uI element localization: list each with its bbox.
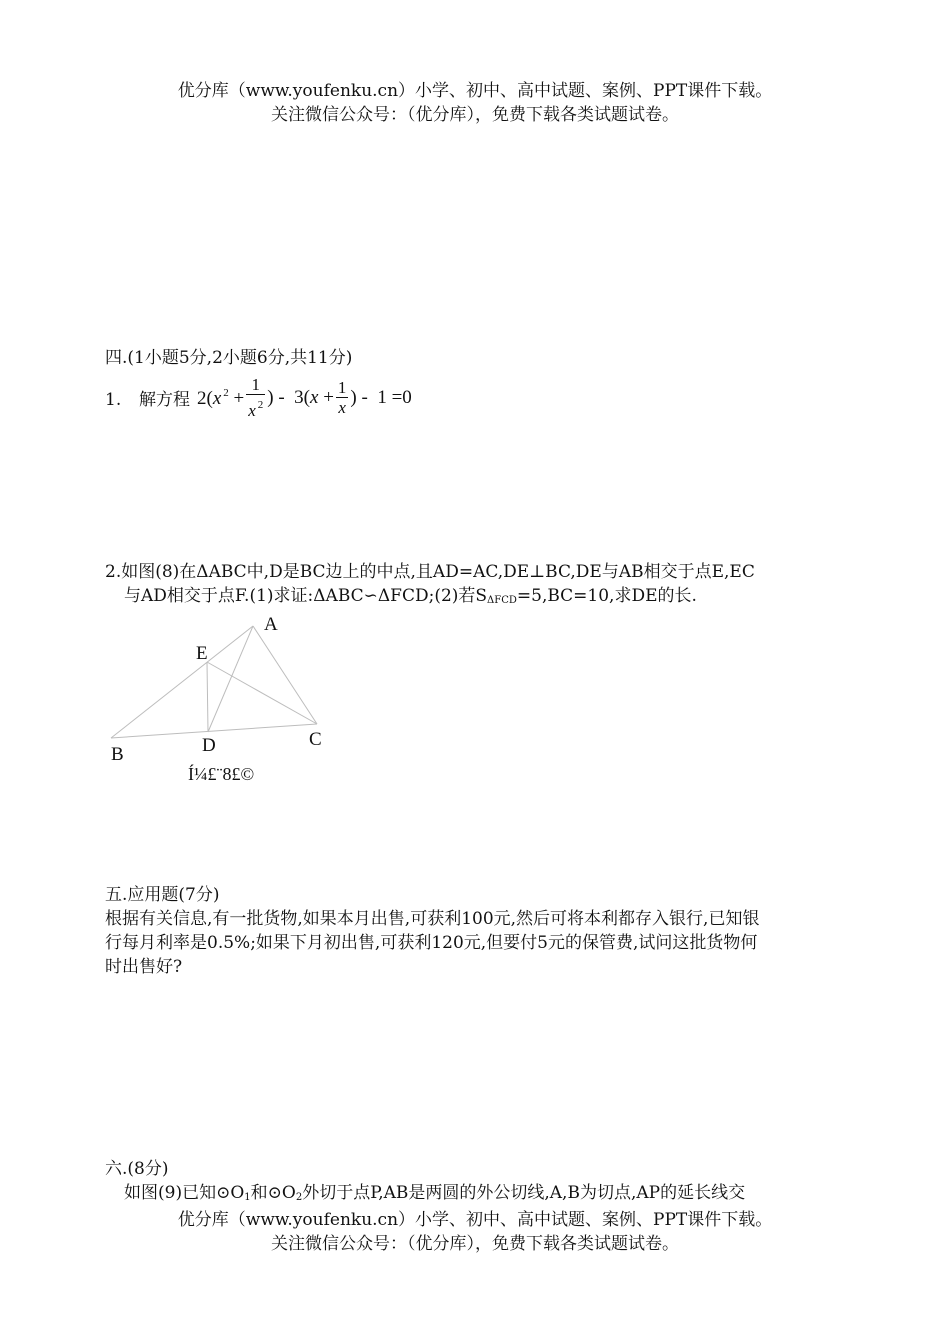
equation: 2(x $^2$ + $\frac{1}{x ^2}$ ) - 3(x + $\frac{1}{x}$ ) - 1 =0: [197, 374, 412, 420]
label-b: B: [111, 744, 124, 765]
circle-2-subscript: 2: [295, 1192, 303, 1203]
question-2-line-2: [124, 584, 697, 613]
footer-line-1: 优分库（www.youfenku.cn）小学、初中、高中试题、案例、PPT课件下载。: [177, 1210, 773, 1230]
segment-ac: [253, 626, 317, 724]
section-6-title: 六.(8分): [105, 1159, 169, 1179]
question-1-number: 1.: [105, 390, 122, 410]
section-6-line-1-b: 和⊙O: [250, 1183, 296, 1203]
section-5-line-2: 行每月利率是0.5%;如果下月初出售,可获利120元,但要付5元的保管费,试问这批货物何: [105, 933, 758, 953]
label-a: A: [264, 614, 278, 635]
section-6-line-1-a: 如图(9)已知⊙O: [124, 1183, 245, 1203]
footer-line-2: 关注微信公众号：（优分库），免费下载各类试题试卷。: [271, 1234, 679, 1254]
section-5-line-3: 时出售好?: [105, 957, 183, 977]
circle-1-subscript: 1: [244, 1192, 251, 1203]
header-line-1: 优分库（www.youfenku.cn）小学、初中、高中试题、案例、PPT课件下载。: [177, 81, 773, 101]
label-d: D: [202, 735, 216, 756]
question-2-line-1: 2.如图(8)在ΔABC中,D是BC边上的中点,且AD=AC,DE⊥BC,DE与AB相交于点E,EC: [105, 562, 755, 582]
section-5-title: 五.应用题(7分): [105, 885, 220, 905]
section-6-line-1: [124, 1181, 745, 1210]
figure-caption: Í¼£¨8£©: [188, 764, 255, 784]
question-2-line-2-b: =5,BC=10,求DE的长.: [516, 586, 697, 606]
area-subscript: ΔFCD: [487, 595, 517, 606]
segment-de: [207, 662, 208, 732]
segment-ba: [111, 626, 253, 738]
segment-ec: [207, 662, 317, 724]
segment-ad: [208, 626, 253, 732]
triangle-figure: [100, 610, 340, 760]
section-5-line-1: 根据有关信息,有一批货物,如果本月出售,可获利100元,然后可将本利都存入银行,已知银: [105, 909, 760, 929]
question-1-text: 解方程: [139, 390, 190, 410]
label-c: C: [309, 729, 322, 750]
header-line-2: 关注微信公众号：（优分库），免费下载各类试题试卷。: [271, 105, 679, 125]
section-4-title: 四.(1小题5分,2小题6分,共11分): [105, 348, 353, 368]
label-e: E: [196, 643, 208, 664]
question-2-line-2-a: 与AD相交于点F.(1)求证:ΔABC∽ΔFCD;(2)若S: [124, 586, 488, 606]
section-6-line-1-c: 外切于点P,AB是两圆的外公切线,A,B为切点,AP的延长线交: [302, 1183, 746, 1203]
